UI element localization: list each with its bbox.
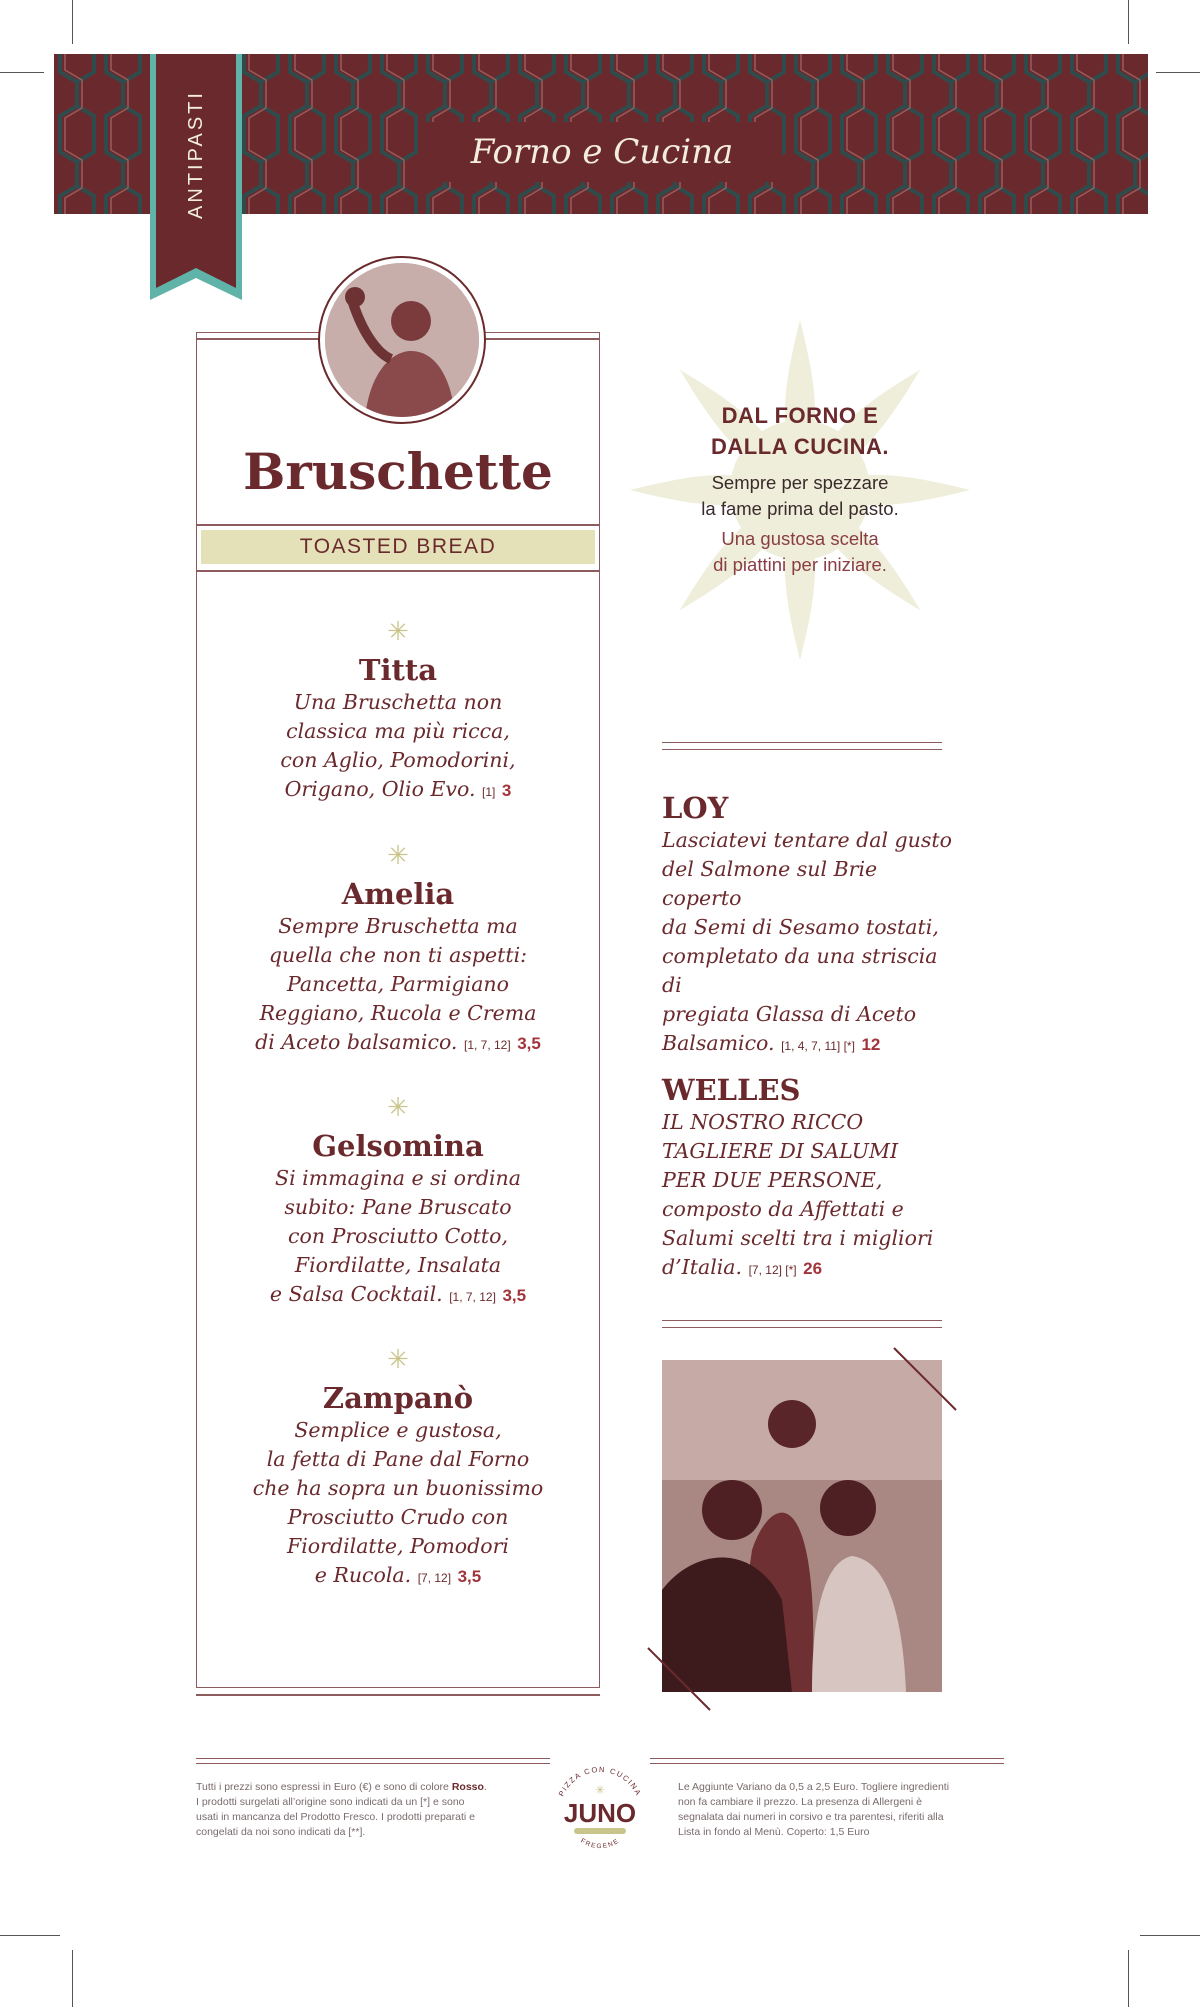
intro-heading: DALLA CUCINA. bbox=[711, 434, 889, 459]
allergen-codes: [1, 7, 12] bbox=[463, 1038, 511, 1052]
item-name: Amelia bbox=[341, 877, 455, 911]
item-desc-line: Si immagina e si ordina bbox=[275, 1166, 521, 1190]
item-desc-line-last bbox=[230, 1561, 566, 1593]
intro-text: Una gustosa scelta bbox=[721, 528, 879, 549]
footer-line: usati in mancanza del Prodotto Fresco. I prodotti preparati e bbox=[196, 1811, 475, 1823]
allergen-codes: [7, 12] bbox=[417, 1571, 452, 1585]
item-desc-line: Una Bruschetta non bbox=[293, 690, 503, 714]
footer-rule bbox=[650, 1758, 1004, 1764]
divider bbox=[196, 1694, 600, 1696]
intro-heading: DAL FORNO E bbox=[721, 403, 879, 428]
footer-line: congelati da noi sono indicati da [**]. bbox=[196, 1826, 366, 1838]
double-divider bbox=[662, 742, 942, 750]
menu-item bbox=[662, 790, 962, 1061]
footer-line: I prodotti surgelati all’origine sono indicati da un [*] e sono bbox=[196, 1796, 465, 1808]
item-price: 3,5 bbox=[502, 1286, 527, 1305]
divider bbox=[196, 570, 600, 572]
crop-mark bbox=[0, 1935, 60, 1936]
double-divider bbox=[662, 1320, 942, 1328]
item-desc-line-last bbox=[230, 775, 566, 807]
footer-line: Tutti i prezzi sono espressi in Euro (€) e sono di colore Rosso. bbox=[196, 1781, 487, 1793]
item-desc-line: del Salmone sul Brie coperto bbox=[662, 857, 878, 910]
footer-note-prices bbox=[196, 1780, 526, 1840]
item-desc-line: Prosciutto Crudo con bbox=[287, 1505, 509, 1529]
menu-item bbox=[230, 618, 566, 807]
star-icon: ✳ bbox=[387, 1092, 409, 1122]
menu-item bbox=[662, 1072, 962, 1285]
item-desc-line: subito: Pane Bruscato bbox=[284, 1195, 512, 1219]
item-name: Zampanò bbox=[322, 1381, 474, 1415]
allergen-codes: [1, 4, 7, 11] [*] bbox=[781, 1039, 855, 1053]
item-desc-line: Sempre Bruschetta ma bbox=[278, 914, 518, 938]
crop-mark bbox=[0, 72, 44, 73]
item-price: 3,5 bbox=[517, 1034, 541, 1053]
photo-corner-line bbox=[890, 1344, 960, 1414]
section-label-text: ANTIPASTI bbox=[184, 89, 207, 219]
star-icon: ✳ bbox=[387, 840, 409, 870]
item-desc-line-last bbox=[230, 1028, 566, 1060]
menu-item bbox=[230, 1094, 566, 1312]
intro-text: Sempre per spezzare bbox=[711, 472, 889, 493]
menu-item bbox=[230, 842, 566, 1060]
item-desc-line: quella che non ti aspetti: bbox=[268, 943, 528, 967]
logo-bottom-text: FREGENE bbox=[579, 1837, 621, 1851]
item-desc-line-last bbox=[230, 1280, 566, 1312]
item-desc-text: di Aceto balsamico. bbox=[255, 1030, 458, 1054]
footer-bold-word: Rosso bbox=[451, 1781, 484, 1793]
intro-text: di piattini per iniziare. bbox=[713, 554, 887, 575]
allergen-codes: [7, 12] [*] bbox=[748, 1263, 797, 1277]
header-title: Forno e Cucina bbox=[422, 122, 782, 182]
item-desc-line: classica ma più ricca, bbox=[286, 719, 510, 743]
allergen-codes: [1, 7, 12] bbox=[449, 1290, 496, 1304]
juno-logo bbox=[548, 1760, 652, 1864]
menu-item bbox=[230, 1346, 566, 1593]
item-desc-line: TAGLIERE DI SALUMI bbox=[662, 1139, 899, 1163]
item-name: Titta bbox=[358, 653, 438, 687]
item-price: 26 bbox=[803, 1259, 823, 1278]
crop-mark bbox=[1128, 0, 1129, 44]
item-desc-line: che ha sopra un buonissimo bbox=[252, 1476, 544, 1500]
item-name: WELLES bbox=[662, 1073, 801, 1107]
item-desc-line: con Prosciutto Cotto, bbox=[288, 1224, 508, 1248]
crop-mark bbox=[1156, 72, 1200, 73]
item-price: 3 bbox=[501, 781, 512, 800]
item-desc-line: Reggiano, Rucola e Crema bbox=[259, 1001, 537, 1025]
item-desc-line: la fetta di Pane dal Forno bbox=[266, 1447, 530, 1471]
item-desc-line: Fiordilatte, Pomodori bbox=[287, 1534, 509, 1558]
item-desc-text: Origano, Olio Evo. bbox=[284, 777, 476, 801]
footer-note-allergens bbox=[678, 1780, 1006, 1840]
item-desc-line-last bbox=[662, 1253, 962, 1285]
allergen-codes: [1] bbox=[482, 785, 496, 799]
crop-mark bbox=[1128, 1950, 1129, 2007]
crop-mark bbox=[72, 1950, 73, 2007]
footer-text: Tutti i prezzi sono espressi in Euro (€) e sono di colore bbox=[196, 1781, 449, 1793]
item-desc-text: d’Italia. bbox=[662, 1255, 743, 1279]
footer-line: segnalata dai numeri in corsivo e tra parentesi, riferiti alla bbox=[678, 1811, 944, 1823]
logo-star-icon: ✳ bbox=[594, 1783, 606, 1797]
item-desc-line: con Aglio, Pomodorini, bbox=[280, 748, 516, 772]
item-desc-line: Fiordilatte, Insalata bbox=[294, 1253, 502, 1277]
juno-logo-mark bbox=[548, 1760, 652, 1864]
crop-mark bbox=[1140, 1935, 1200, 1936]
intro-block bbox=[640, 400, 960, 578]
footer-line: Lista in fondo al Menù. Coperto: 1,5 Euro bbox=[678, 1826, 870, 1838]
footer-line: Le Aggiunte Variano da 0,5 a 2,5 Euro. Togliere ingredienti bbox=[678, 1781, 950, 1793]
item-desc-line: pregiata Glassa di Aceto bbox=[662, 1002, 917, 1026]
divider bbox=[196, 524, 600, 526]
card-title: Bruschette bbox=[243, 442, 553, 501]
photo-corner-line bbox=[644, 1644, 714, 1714]
svg-text:FREGENE bbox=[579, 1837, 621, 1850]
logo-top-text: PIZZA CON CUCINA bbox=[556, 1764, 644, 1798]
item-name: LOY bbox=[662, 791, 729, 825]
item-desc-line: IL NOSTRO RICCO bbox=[662, 1110, 864, 1134]
crop-mark bbox=[72, 0, 73, 44]
portrait-image bbox=[325, 263, 479, 417]
section-label bbox=[150, 54, 242, 254]
item-name: Gelsomina bbox=[312, 1129, 484, 1163]
footer-rule bbox=[196, 1758, 550, 1764]
item-desc-line: Semplice e gustosa, bbox=[294, 1418, 502, 1442]
item-desc-line: completato da una striscia di bbox=[662, 944, 938, 997]
star-icon: ✳ bbox=[387, 1344, 409, 1374]
footer-line: non fa cambiare il prezzo. La presenza di Allergeni è bbox=[678, 1796, 922, 1808]
item-desc-line: Salumi scelti tra i migliori bbox=[662, 1226, 934, 1250]
intro-text: la fame prima del pasto. bbox=[701, 498, 899, 519]
star-icon: ✳ bbox=[387, 616, 409, 646]
item-desc-text: e Salsa Cocktail. bbox=[269, 1282, 443, 1306]
item-desc-text: e Rucola. bbox=[314, 1563, 412, 1587]
item-price: 3,5 bbox=[457, 1567, 482, 1586]
item-desc-text: Balsamico. bbox=[662, 1031, 775, 1055]
item-desc-line: composto da Affettati e bbox=[662, 1197, 904, 1221]
portrait-photo bbox=[318, 256, 486, 424]
card-subtitle: TOASTED BREAD bbox=[201, 530, 595, 564]
item-desc-line: Pancetta, Parmigiano bbox=[287, 972, 509, 996]
item-desc-line: Lasciatevi tentare dal gusto bbox=[662, 828, 952, 852]
item-desc-line: da Semi di Sesamo tostati, bbox=[662, 915, 939, 939]
item-price: 12 bbox=[861, 1035, 881, 1054]
item-desc-line-last bbox=[662, 1029, 962, 1061]
item-desc-line: PER DUE PERSONE, bbox=[662, 1168, 883, 1192]
logo-band bbox=[574, 1828, 626, 1834]
logo-name: JUNO bbox=[563, 1798, 637, 1828]
